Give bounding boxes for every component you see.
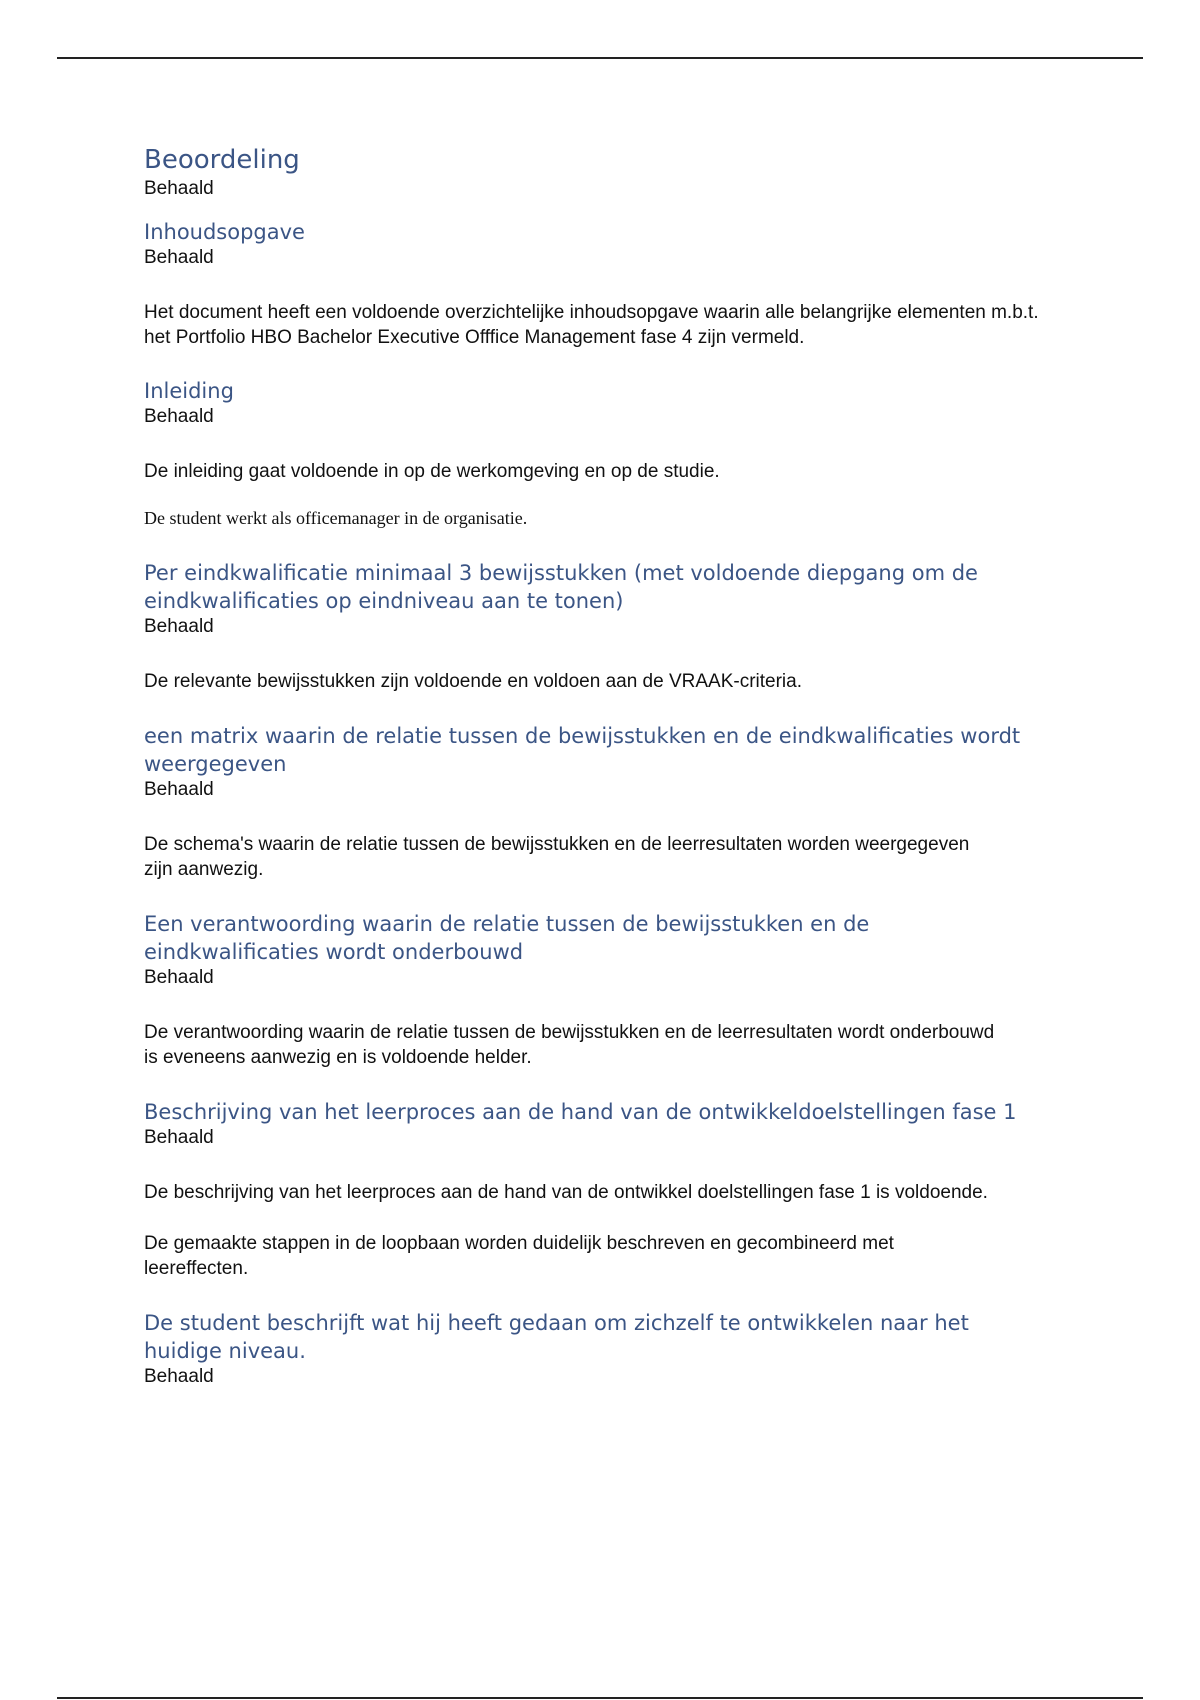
section-heading: Inleiding (144, 379, 234, 403)
section-paragraph: De gemaakte stappen in de loopbaan worden duidelijk beschreven en gecombineerd met leereffecten. (144, 1233, 894, 1279)
section-heading: Inhoudsopgave (144, 220, 305, 244)
section-paragraph: De verantwoording waarin de relatie tussen de bewijsstukken en de leerresultaten wordt onderbouwd is eveneens aanwezig en is voldoende helder. (144, 1022, 995, 1068)
status-text: Behaald (144, 1366, 214, 1387)
page-title: Beoordeling (144, 145, 300, 175)
section-beoordeling (144, 143, 1064, 201)
status-text: Behaald (144, 247, 214, 268)
section-paragraph: De schema's waarin de relatie tussen de bewijsstukken en de leerresultaten worden weergegeven zijn aanwezig. (144, 834, 970, 880)
status-text: Behaald (144, 1127, 214, 1148)
section-paragraph: Het document heeft een voldoende overzichtelijke inhoudsopgave waarin alle belangrijke elementen m.b.t. het Portfolio HBO Bachelor Executive Offfice Management fase 4 zijn vermeld. (144, 302, 1039, 348)
section-paragraph: De beschrijving van het leerproces aan de hand van de ontwikkel doelstellingen fase 1 is voldoende. (144, 1182, 988, 1203)
section-inhoudsopgave (144, 218, 1064, 350)
status-text: Behaald (144, 779, 214, 800)
section-heading: Per eindkwalificatie minimaal 3 bewijsstukken (met voldoende diepgang om de eindkwalificaties op eindniveau aan te tonen) (144, 561, 978, 613)
section-heading: De student beschrijft wat hij heeft gedaan om zichzelf te ontwikkelen naar het huidige niveau. (144, 1311, 969, 1363)
status-text: Behaald (144, 967, 214, 988)
status-text: Behaald (144, 616, 214, 637)
section-verantwoording (144, 910, 1064, 1070)
section-paragraph: De relevante bewijsstukken zijn voldoende en voldoen aan de VRAAK-criteria. (144, 671, 802, 692)
section-bewijsstukken (144, 559, 1064, 694)
top-rule (57, 57, 1143, 59)
bottom-rule (57, 1697, 1143, 1699)
section-leerproces (144, 1098, 1064, 1281)
section-paragraph: De inleiding gaat voldoende in op de werkomgeving en op de studie. (144, 461, 720, 482)
section-paragraph: De student werkt als officemanager in de organisatie. (144, 508, 528, 528)
status-text: Behaald (144, 406, 214, 427)
section-matrix (144, 722, 1064, 882)
status-text: Behaald (144, 178, 214, 199)
document-body (144, 143, 1064, 1389)
section-heading: Beschrijving van het leerproces aan de hand van de ontwikkeldoelstellingen fase 1 (144, 1100, 1017, 1124)
section-ontwikkeling (144, 1309, 1064, 1389)
section-heading: Een verantwoording waarin de relatie tussen de bewijsstukken en de eindkwalificaties wordt onderbouwd (144, 912, 870, 964)
section-inleiding (144, 377, 1064, 531)
section-heading: een matrix waarin de relatie tussen de bewijsstukken en de eindkwalificaties wordt weergegeven (144, 724, 1021, 776)
